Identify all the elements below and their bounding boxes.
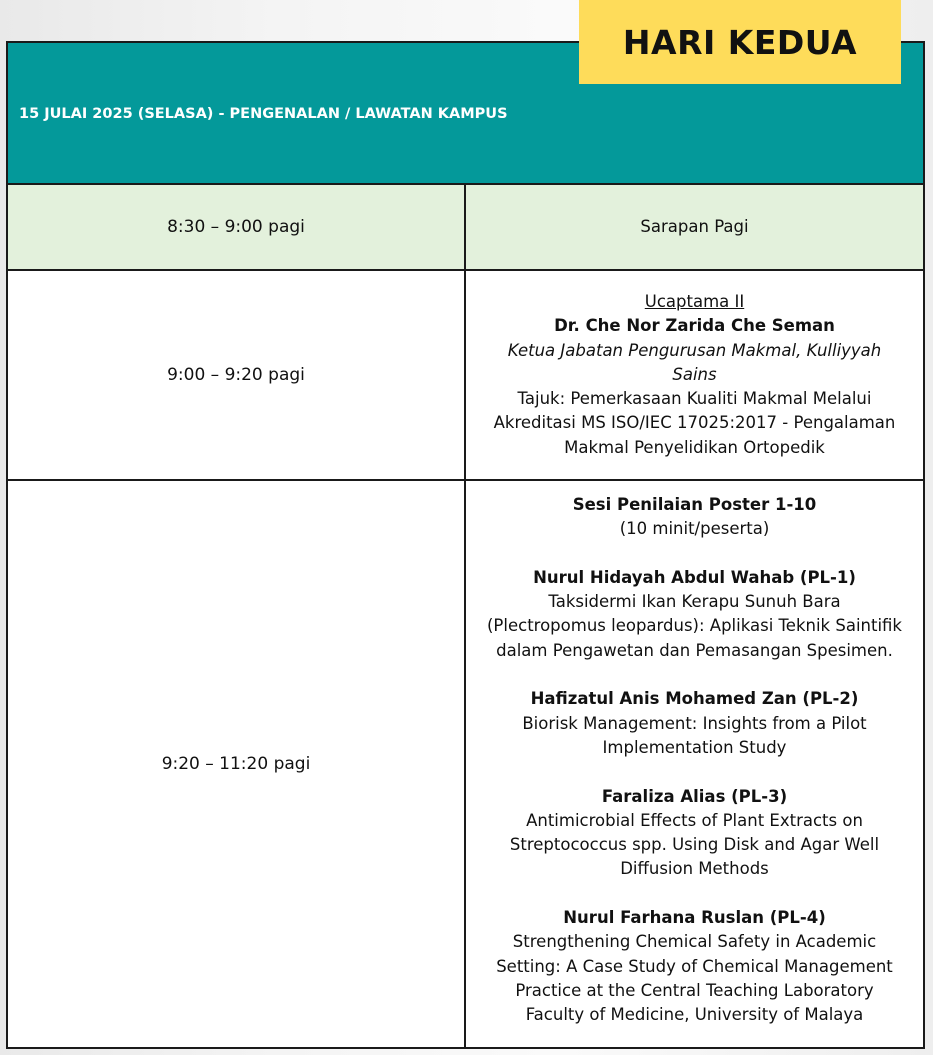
poster-title-line: Diffusion Methods [620,859,769,879]
activity-text: Sarapan Pagi [640,216,749,236]
talk-title-line: Tajuk: Pemerkasaan Kualiti Makmal Melalui [517,389,872,409]
schedule-row-breakfast [8,185,923,271]
activity-cell [466,271,923,479]
session-title: Sesi Penilaian Poster 1-10 [572,495,817,514]
speaker-position-line: Sains [672,364,717,384]
poster-title-line: Practice at the Central Teaching Laboratory [515,980,874,1000]
poster-title-line: Implementation Study [602,737,787,757]
speaker-name: Dr. Che Nor Zarida Che Seman [554,316,835,336]
presenter-name: Hafizatul Anis Mohamed Zan (PL-2) [530,689,859,709]
presenter-name: Nurul Hidayah Abdul Wahab (PL-1) [533,567,856,587]
poster-title-line: Taksidermi Ikan Kerapu Sunuh Bara [548,592,841,612]
poster-title-line: Faculty of Medicine, University of Malaya [525,1005,864,1025]
talk-title-line: Makmal Penyelidikan Ortopedik [564,437,825,457]
keynote-label: Ucaptama II [644,291,745,311]
speaker-position-line: Ketua Jabatan Pengurusan Makmal, Kulliyyah [507,340,882,360]
talk-title-line: Akreditasi MS ISO/IEC 17025:2017 - Pengalaman [493,413,896,433]
poster-title-line: (Plectropomus leopardus): Aplikasi Teknik Saintifik [487,616,902,636]
time-cell: 9:00 – 9:20 pagi [8,271,466,479]
time-cell: 8:30 – 9:00 pagi [8,185,466,269]
presenter-name: Faraliza Alias (PL-3) [601,786,788,806]
activity-cell [466,481,923,1047]
presenter-name: Nurul Farhana Ruslan (PL-4) [563,908,826,928]
poster-title-line: dalam Pengawetan dan Pemasangan Spesimen. [496,640,893,660]
activity-cell [466,185,923,269]
poster-title-line: Setting: A Case Study of Chemical Management [496,956,893,976]
date-title: 15 JULAI 2025 (SELASA) - PENGENALAN / LAWATAN KAMPUS [19,106,508,122]
schedule-table [6,41,925,1049]
schedule-row-keynote [8,271,923,481]
poster-title-line: Biorisk Management: Insights from a Pilot [522,713,867,733]
poster-title-line: Streptococcus spp. Using Disk and Agar Well [509,835,880,855]
time-cell: 9:20 – 11:20 pagi [8,481,466,1047]
poster-title-line: Strengthening Chemical Safety in Academic [512,932,877,952]
session-note: (10 minit/peserta) [619,519,770,539]
poster-title-line: Antimicrobial Effects of Plant Extracts on [526,810,863,830]
day-badge: HARI KEDUA [579,0,901,84]
schedule-row-poster-session [8,481,923,1047]
